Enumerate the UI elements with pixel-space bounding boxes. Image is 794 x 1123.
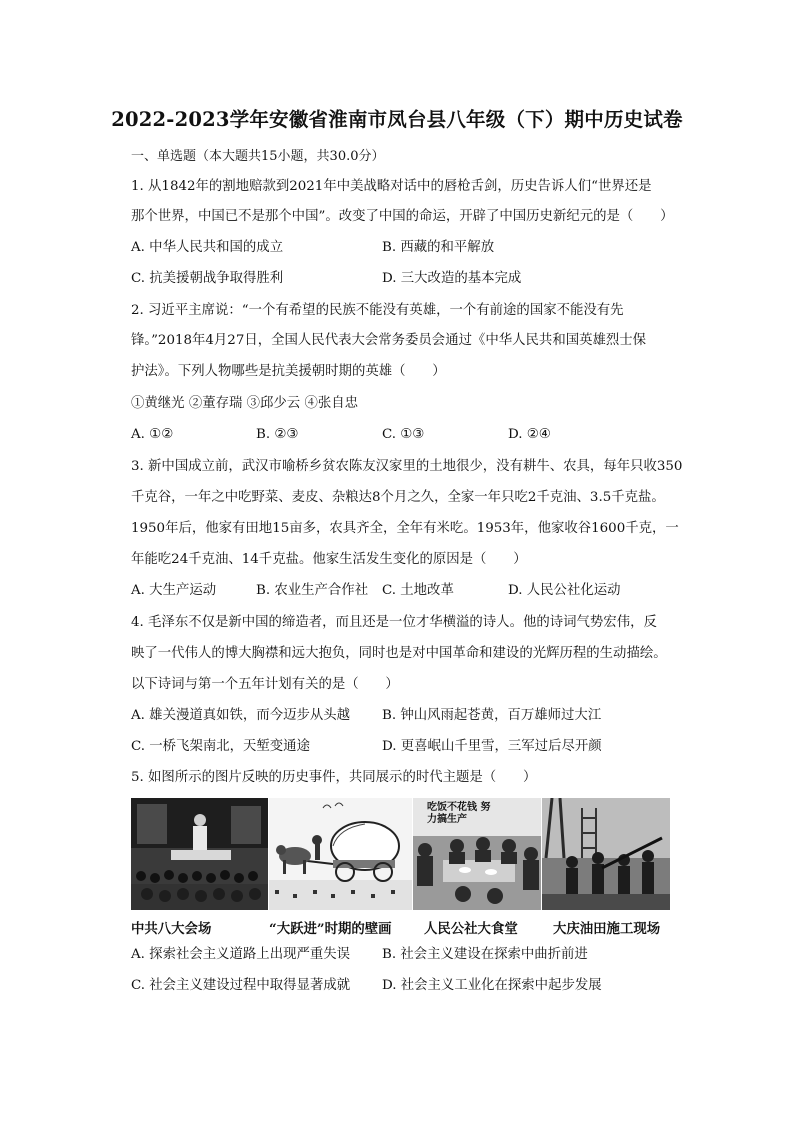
q2-option-a: A. ①②	[131, 427, 174, 442]
q4-option-c: C. 一桥飞架南北，天堑变通途	[131, 739, 310, 754]
q1-stem-line-2: 那个世界，中国已不是那个中国”。改变了中国的命运，开辟了中国历史新纪元的是（ ）	[131, 209, 674, 224]
q2-option-b: B. ②③	[256, 427, 299, 442]
q2-stem-line-2: 锋。”2018年4月27日，全国人民代表大会常务委员会通过《中华人民共和国英雄烈士保	[131, 333, 647, 348]
q3-option-c: C. 土地改革	[382, 583, 454, 598]
commune-canteen-photo	[413, 798, 541, 910]
caption-daqing-oilfield: 大庆油田施工现场	[553, 921, 661, 937]
caption-great-leap-mural: “大跃进”时期的壁画	[269, 921, 392, 937]
q2-stem-line-3: 护法》。下列人物哪些是抗美援朝时期的英雄（ ）	[131, 364, 446, 379]
q3-stem-line-2: 千克谷，一年之中吃野菜、麦皮、杂粮达8个月之久，全家一年只吃2千克油、3.5千克盐。	[131, 490, 665, 505]
q3-option-a: A. 大生产运动	[131, 583, 217, 598]
q4-option-b: B. 钟山风雨起苍黄，百万雄师过大江	[382, 708, 602, 723]
exam-title: 2022-2023学年安徽省淮南市凤台县八年级（下）期中历史试卷	[111, 108, 683, 131]
canteen-slogan-sign: 吃饭不花钱 努力搞生产	[427, 802, 491, 825]
q2-option-d: D. ②④	[508, 427, 551, 442]
q5-stem-line-1: 5. 如图所示的图片反映的历史事件，共同展示的时代主题是（ ）	[131, 770, 537, 785]
q2-stem-line-1: 2. 习近平主席说：“一个有希望的民族不能没有英雄，一个有前途的国家不能没有先	[131, 303, 624, 318]
q4-option-a: A. 雄关漫道真如铁，而今迈步从头越	[131, 708, 351, 723]
q3-stem-line-4: 年能吃24千克油、14千克盐。他家生活发生变化的原因是（ ）	[131, 552, 527, 567]
caption-commune-canteen: 人民公社大食堂	[424, 921, 518, 937]
q3-option-b: B. 农业生产合作社	[256, 583, 369, 598]
q4-stem-line-3: 以下诗词与第一个五年计划有关的是（ ）	[131, 677, 399, 692]
caption-congress-hall: 中共八大会场	[131, 921, 212, 937]
q1-option-c: C. 抗美援朝战争取得胜利	[131, 271, 284, 286]
q2-stem-line-4: ①黄继光 ②董存瑞 ③邱少云 ④张自忠	[131, 396, 359, 411]
q1-stem-line-1: 1. 从1842年的割地赔款到2021年中美战略对话中的唇枪舌剑，历史告诉人们“世界还是	[131, 179, 652, 194]
q4-stem-line-1: 4. 毛泽东不仅是新中国的缔造者，而且还是一位才华横溢的诗人。他的诗词气势宏伟，反	[131, 615, 657, 630]
congress-hall-photo	[131, 798, 268, 910]
q3-stem-line-3: 1950年后，他家有田地15亩多，农具齐全，全年有米吃。1953年，他家收谷1600千克，一	[131, 521, 679, 536]
q4-option-d: D. 更喜岷山千里雪，三军过后尽开颜	[382, 739, 602, 754]
q3-option-d: D. 人民公社化运动	[508, 583, 621, 598]
q5-option-c: C. 社会主义建设过程中取得显著成就	[131, 978, 351, 993]
q5-option-a: A. 探索社会主义道路上出现严重失误	[131, 947, 351, 962]
daqing-oilfield-photo	[542, 798, 670, 910]
q1-option-a: A. 中华人民共和国的成立	[131, 240, 284, 255]
q1-option-d: D. 三大改造的基本完成	[382, 271, 522, 286]
q3-stem-line-1: 3. 新中国成立前，武汉市喻桥乡贫农陈友汉家里的土地很少，没有耕牛、农具，每年只收350	[131, 459, 683, 474]
great-leap-mural-photo	[269, 798, 412, 910]
section-heading: 一、单选题（本大题共15小题，共30.0分）	[131, 149, 385, 164]
q2-option-c: C. ①③	[382, 427, 425, 442]
q5-option-b: B. 社会主义建设在探索中曲折前进	[382, 947, 588, 962]
q4-stem-line-2: 映了一代伟人的博大胸襟和远大抱负，同时也是对中国革命和建设的光辉历程的生动描绘。	[131, 646, 667, 661]
q1-option-b: B. 西藏的和平解放	[382, 240, 495, 255]
q5-option-d: D. 社会主义工业化在探索中起步发展	[382, 978, 602, 993]
